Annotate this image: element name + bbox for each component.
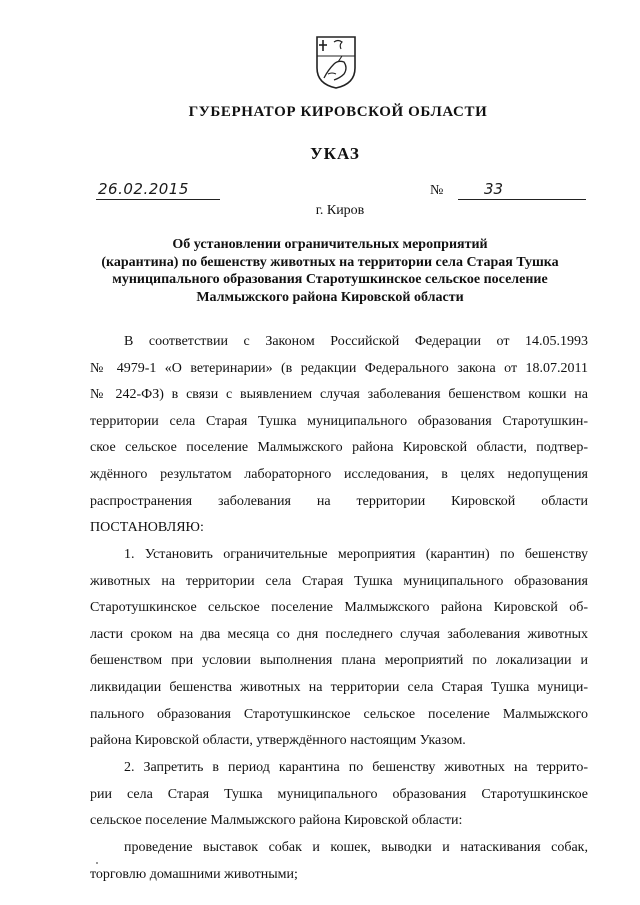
document-type: УКАЗ — [310, 144, 360, 163]
item-2-subitem — [90, 835, 588, 888]
text-line: 2. Запретить в период карантина по бешенству животных на террито- — [124, 760, 588, 775]
text-line: распространения заболевания на территории Кировской области — [90, 493, 588, 509]
coat-of-arms-icon — [314, 34, 358, 90]
heading-line: Малмыжского района Кировской области — [196, 289, 464, 305]
text-line: Старотушкинское сельское поселение Малмыжского района Кировской об- — [90, 600, 588, 616]
text-line: сельское поселение Малмыжского района Кировской области: — [90, 813, 463, 829]
text-line: 1. Установить ограничительные мероприятия (карантин) по бешенству — [124, 547, 588, 562]
text-line: района Кировской области, утверждённого настоящим Указом. — [90, 733, 466, 749]
text-line: пального образования Старотушкинское сельское поселение Малмыжского — [90, 706, 588, 722]
text-line: бешенством при условии выполнения плана мероприятий по локализации и — [90, 653, 588, 669]
text-line: ское сельское поселение Малмыжского района Кировской области, подтвер- — [90, 440, 588, 456]
handwritten-date: 26.02.2015 — [98, 180, 189, 198]
item-2-paragraph — [90, 755, 588, 835]
number-sign: № — [430, 183, 444, 198]
org-title: ГУБЕРНАТОР КИРОВСКОЙ ОБЛАСТИ — [188, 104, 488, 120]
text-line: рии села Старая Тушка муниципального образования Старотушкинское — [90, 786, 588, 802]
text-line: ласти сроком на два месяца со дня последнего случая заболевания животных — [90, 626, 588, 642]
text-line: проведение выставок собак и кошек, выводки и натаскивания собак, — [124, 840, 588, 855]
date-underline — [96, 199, 220, 200]
heading-line: Об установлении ограничительных мероприятий — [172, 237, 488, 252]
date-field — [96, 180, 220, 202]
resolve-word: ПОСТАНОВЛЯЮ: — [90, 520, 204, 536]
heading-line: (карантина) по бешенству животных на территории села Старая Тушка — [101, 254, 559, 270]
text-line: № 4979-1 «О ветеринарии» (в редакции Федерального закона от 18.07.2011 — [90, 360, 588, 376]
text-line: В соответствии с Законом Российской Федерации от 14.05.1993 — [124, 334, 588, 349]
city-line: г. Киров — [315, 203, 365, 218]
document-heading — [70, 236, 590, 306]
scan-speck — [96, 862, 98, 864]
text-line: животных на территории села Старая Тушка муниципального образования — [90, 573, 588, 589]
text-line: ждённого результатом лабораторного исследования, в целях недопущения — [90, 466, 588, 482]
heading-line: муниципального образования Старотушкинское сельское поселение — [112, 272, 548, 287]
handwritten-number: 33 — [484, 180, 504, 198]
item-1-paragraph — [90, 542, 588, 755]
text-line: территории села Старая Тушка муниципального образования Старотушкин- — [90, 413, 588, 429]
text-line: торговлю домашними животными; — [90, 866, 298, 882]
number-underline — [458, 199, 586, 200]
text-line: № 242-ФЗ) в связи с выявлением случая заболевания бешенством кошки на — [90, 387, 588, 403]
preamble-paragraph — [90, 329, 588, 542]
number-field — [430, 180, 586, 202]
text-line: ликвидации бешенства животных на территории села Старая Тушка муници- — [90, 679, 588, 695]
